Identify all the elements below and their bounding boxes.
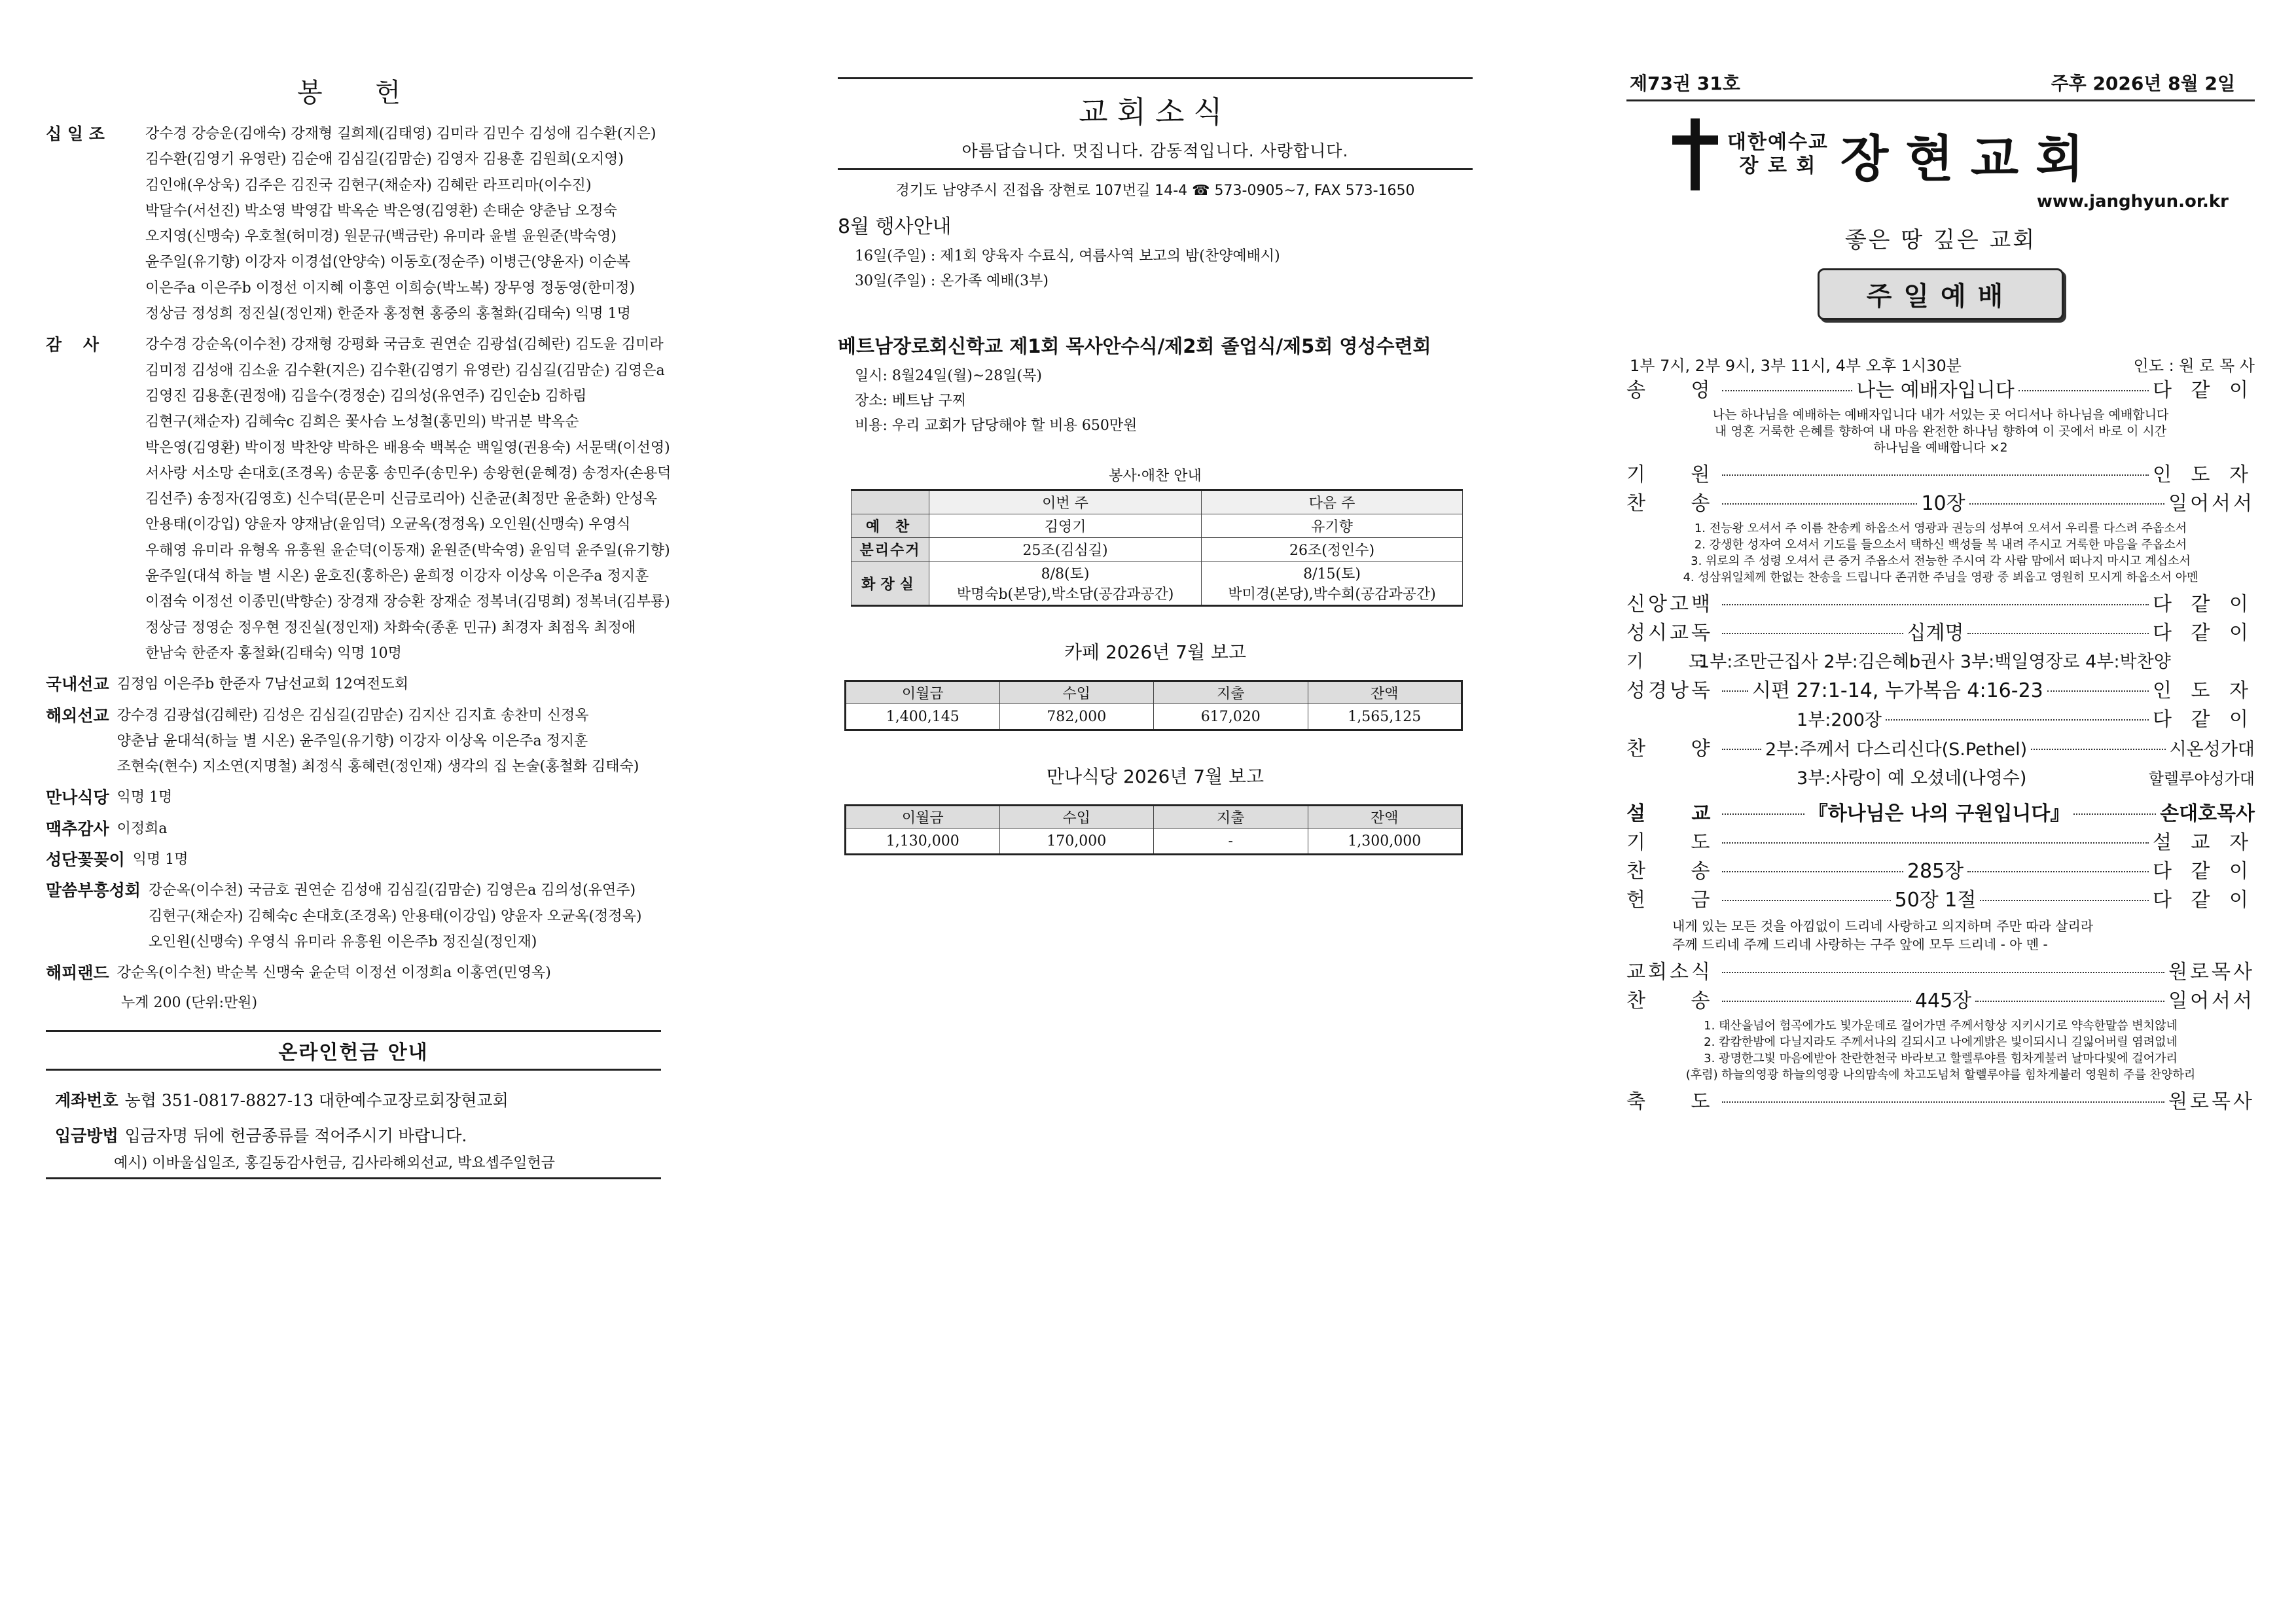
- news-title: 교회소식: [1079, 94, 1232, 130]
- order-content: 『하나님은 나의 구원입니다』: [1808, 802, 2070, 825]
- manna-report-title: 만나식당 2026년 7월 보고: [1046, 766, 1265, 787]
- offering-column: [46, 0, 674, 1179]
- order-item: [1626, 887, 2255, 914]
- leader-dots: [1980, 900, 2149, 901]
- order-item: [1626, 620, 2255, 647]
- leader-dots: [2031, 749, 2165, 750]
- table-cell: [929, 562, 1202, 606]
- order-item: [1626, 736, 2255, 764]
- service-times: [1626, 353, 2255, 376]
- offering-names: [116, 960, 551, 986]
- lyrics: [1626, 520, 2255, 586]
- name-line: 김영진 김용훈(권정애) 김을수(경정순) 김의성(유연주) 김인순b 김하림: [145, 387, 587, 404]
- name-line: 오인원(신맹숙) 우영식 유미라 유흥원 이은주b 정진실(정인재): [148, 933, 537, 950]
- order-content: 나는 예배자입니다: [1856, 379, 2015, 402]
- leader-dots: [2047, 690, 2149, 692]
- table-cell: 1,400,145: [846, 704, 1000, 730]
- name-line: 이점숙 이정선 이종민(박향순) 장경재 장승환 장재순 정복녀(김명희) 정복녀(김부룡): [145, 594, 670, 611]
- table-cell: 25조(김심길): [929, 538, 1202, 562]
- lyric-line: 4. 성삼위일체께 한없는 찬송을 드립니다 존귀한 주님을 영광 중 뵈옵고 영원히 모시게 하옵소서 아멘: [1683, 571, 2198, 584]
- online-offering-box: [46, 1030, 661, 1179]
- service-title: 주일예배: [1818, 268, 2064, 320]
- order-content: 십계명: [1907, 622, 1964, 645]
- order-person: 인 도 자: [2152, 463, 2255, 486]
- order-key: 신앙고백: [1626, 593, 1713, 616]
- table-cell: -: [1154, 829, 1308, 855]
- offering-label: 국내선교: [46, 675, 109, 694]
- event-item: 30일(주일) : 온가족 예배(3부): [855, 273, 1049, 289]
- order-item: [1626, 1088, 2255, 1116]
- lyric-line: 2. 캄캄한밤에 다닐지라도 주께서나의 길되시고 나에게밝은 빛이되시니 길잃어버릴 염려없네: [1704, 1035, 2178, 1049]
- order-person: 다 같 이: [2152, 708, 2255, 731]
- order-key: 축 도: [1626, 1090, 1730, 1113]
- leader-dots: [1967, 871, 2149, 872]
- lyric-line: 1. 태산을넘어 험곡에가도 빛가운데로 걸어가면 주께서항상 지키시기로 약속한말씀 변치않네: [1704, 1019, 2178, 1033]
- offering-group-tithe: [46, 121, 674, 327]
- table-header: 이월금: [846, 681, 1000, 704]
- table-header: 이월금: [846, 806, 1000, 829]
- order-key: 찬 송: [1626, 990, 1730, 1012]
- order-item: [1626, 858, 2255, 885]
- leader-dots: [1967, 633, 2149, 634]
- cafe-report-table: [844, 680, 1463, 731]
- order-item: [1626, 677, 2255, 705]
- name-line: 이은주a 이은주b 이정선 이지혜 이흥연 이희승(박노복) 장무영 정동영(한미정): [145, 279, 636, 296]
- offering-group-flowers: [46, 847, 674, 872]
- church-logo: [1672, 118, 2255, 190]
- order-key: 기 도: [1626, 831, 1730, 854]
- account-line: [55, 1088, 661, 1111]
- leader-dots: [1722, 813, 1804, 815]
- order-key: 찬 송: [1626, 492, 1730, 515]
- order-content: 1부:조만근집사 2부:김은혜b권사 3부:백일영장로 4부:박찬양: [1698, 652, 2171, 672]
- offering-names: [147, 878, 642, 955]
- church-motto: 좋은 땅 깊은 교회: [1844, 227, 2037, 253]
- name-line: 서사랑 서소망 손대호(조경옥) 송문홍 송민주(송민우) 송왕현(윤혜경) 송정자(손용덕: [145, 465, 672, 482]
- lyric-line: (후렴) 하늘의영광 하늘의영광 나의맘속에 차고도넘쳐 할렐루야를 힘차게불러 영원히 주를 찬양하리: [1685, 1068, 2196, 1082]
- order-key: 헌 금: [1626, 889, 1730, 912]
- order-key: 설 교: [1626, 802, 1731, 825]
- order-key: 찬 양: [1626, 738, 1730, 760]
- lyric-line: 내 영혼 거룩한 은혜를 향하여 내 마음 완전한 하나님 향하여 이 곳에서 바로 이 시간: [1714, 424, 2167, 438]
- lyric-line: 2. 강생한 성자여 오셔서 기도를 들으소서 택하신 백성들 복 내려 주시고 거룩한 마음을 주옵소서: [1694, 538, 2187, 552]
- offering-group-manna: [46, 785, 674, 810]
- order-content: 285장: [1907, 860, 1964, 883]
- table-cell: [1202, 562, 1463, 606]
- order-person: 인 도 자: [2152, 679, 2255, 702]
- order-person: 할렐루야성가대: [2148, 770, 2255, 788]
- offering-names: [116, 785, 173, 810]
- offering-label: 만나식당: [46, 788, 109, 808]
- table-header: 다음 주: [1202, 490, 1463, 514]
- leader-dots: [1886, 719, 2149, 721]
- table-row: [852, 562, 1463, 606]
- name-line: 김현구(채순자) 김혜숙c 김희은 꽃사슴 노성철(홍민의) 박귀분 박옥순: [145, 414, 579, 431]
- method-example: 예시) 이바울십일조, 홍길동감사헌금, 김사라해외선교, 박요셉주일헌금: [114, 1154, 555, 1171]
- order-item: [1626, 765, 2255, 793]
- table-row: [852, 538, 1463, 562]
- table-row: [846, 806, 1462, 829]
- table-row: [846, 704, 1462, 730]
- leader-dots: [1722, 633, 1903, 634]
- leader-dots: [1722, 1101, 2164, 1103]
- name-line: 강순옥(이수천) 국금호 권연순 김성애 김심길(김맘순) 김영은a 김의성(유연주): [148, 882, 636, 899]
- table-header: 이번 주: [929, 490, 1202, 514]
- name-line: 익명 1명: [132, 851, 188, 868]
- name-line: 김선주) 송정자(김영호) 신수덕(문은미 신금로리아) 신춘균(최정만 윤춘화) 안성옥: [145, 491, 658, 508]
- news-header: [838, 77, 1473, 170]
- order-item: [1626, 988, 2255, 1015]
- leader-dots: [1722, 474, 2149, 476]
- leader-dots: [1722, 1001, 1911, 1002]
- offering-group-happyland: [46, 960, 674, 986]
- leader-dots: [1722, 390, 1852, 391]
- leader-dots: [1722, 604, 2149, 605]
- order-person: 시온성가대: [2169, 740, 2255, 760]
- news-subtitle: 아름답습니다. 멋집니다. 감동적입니다. 사랑합니다.: [961, 141, 1349, 160]
- offering-group-harvest: [46, 816, 674, 842]
- online-offering-title: 온라인헌금 안내: [46, 1030, 661, 1071]
- offering-names: [116, 816, 168, 842]
- table-header: 수입: [999, 806, 1154, 829]
- offering-label: 십 일 조: [46, 124, 105, 143]
- service-table-caption: 봉사·애찬 안내: [1109, 468, 1202, 484]
- order-person: 다 같 이: [2152, 889, 2255, 912]
- offering-group-thanks: [46, 332, 674, 666]
- vietnam-title: 베트남장로회신학교 제1회 목사안수식/제2회 졸업식/제5회 영성수련회: [838, 335, 1431, 357]
- table-cell: 617,020: [1154, 704, 1308, 730]
- name-line: 우해영 유미라 유형옥 유흥원 윤순덕(이동재) 윤원준(박숙영) 윤임덕 윤주일(유기향): [145, 542, 670, 559]
- order-item: [1626, 490, 2255, 518]
- order-item: [1626, 959, 2255, 986]
- order-person: 원로목사: [2168, 961, 2255, 984]
- order-person: 일어서서: [2168, 492, 2255, 515]
- issue-number: 제73권 31호: [1630, 73, 1740, 94]
- lyric-line: 1. 전능왕 오셔서 주 이름 찬송케 하옵소서 영광과 권능의 성부여 오셔서 우리를 다스려 주옵소서: [1694, 522, 2187, 535]
- church-url: www.janghyun.or.kr: [2036, 192, 2229, 211]
- offering-names: [132, 847, 188, 872]
- order-item: [1626, 377, 2255, 404]
- table-cell: 1,300,000: [1308, 829, 1462, 855]
- event-item: 16일(주일) : 제1회 양육자 수료식, 여름사역 보고의 밤(찬양예배시): [855, 248, 1280, 264]
- order-person: 일어서서: [2168, 990, 2255, 1012]
- offering-label: 말씀부흥성회: [46, 881, 141, 901]
- name-line: 강수경 강순옥(이수천) 강재형 강평화 국금호 권연순 김광섭(김혜란) 김도윤 김미라: [145, 336, 664, 353]
- name-line: 윤주일(유기향) 이강자 이경섭(안양숙) 이동호(정순주) 이병근(양윤자) 이순복: [145, 254, 631, 271]
- issue-date: 주후 2026년 8월 2일: [2051, 73, 2235, 94]
- order-content: 50장 1절: [1894, 889, 1977, 912]
- account-label: 계좌번호: [55, 1090, 118, 1110]
- order-person: 다 같 이: [2153, 860, 2255, 883]
- cell-names: 박명숙b(본당),박소담(공감과공간): [956, 586, 1174, 603]
- order-content: 1부:200장: [1797, 710, 1882, 730]
- name-line: 박달수(서선진) 박소영 박영갑 박옥순 박은영(김영환) 손태순 양춘남 오정숙: [145, 202, 617, 219]
- name-line: 박은영(김영환) 박이정 박찬양 박하은 배용숙 백복순 백일영(권용숙) 서문택(이선영): [145, 439, 670, 456]
- table-cell: 26조(정인수): [1202, 538, 1463, 562]
- order-key: 기 도: [1626, 652, 1725, 672]
- leader-dots: [1969, 503, 2164, 505]
- leader-dots: [1722, 842, 2149, 844]
- offering-names: [144, 121, 656, 327]
- offering-group-domestic-mission: [46, 671, 674, 697]
- order-person: 다 같 이: [2152, 622, 2255, 645]
- name-line: 강순옥(이수천) 박순복 신맹숙 윤순덕 이정선 이정희a 이홍연(민영옥): [117, 965, 551, 982]
- table-cell: 782,000: [999, 704, 1154, 730]
- manna-report-table: [844, 804, 1463, 855]
- name-line: 양춘남 윤대석(하늘 별 시온) 윤주일(유기향) 이강자 이상옥 이은주a 정지훈: [117, 732, 588, 749]
- lyric-line: 주께 드리네 주께 드리네 사랑하는 구주 앞에 모두 드리네 - 아 멘 -: [1672, 936, 2048, 952]
- table-cell: 1,130,000: [846, 829, 1000, 855]
- row-label: 분리수거: [852, 538, 929, 562]
- table-header: 잔액: [1308, 681, 1462, 704]
- table-header: 잔액: [1308, 806, 1462, 829]
- offering-total: 누계 200 (단위:만원): [121, 994, 258, 1011]
- order-person: 원로목사: [2168, 1090, 2255, 1113]
- table-cell: 1,565,125: [1308, 704, 1462, 730]
- offering-label: 해외선교: [46, 705, 109, 725]
- lyrics: [1672, 917, 2255, 954]
- order-item: [1626, 649, 2255, 676]
- order-content: 시편 27:1-14, 누가복음 4:16-23: [1752, 679, 2043, 702]
- order-person: 손대호목사: [2160, 802, 2255, 825]
- order-key: 송 영: [1626, 379, 1730, 402]
- lyrics: [1626, 1018, 2255, 1083]
- name-line: 정상금 정영순 정우현 정진실(정인재) 차화숙(종훈 민규) 최경자 최점옥 최정애: [145, 619, 636, 636]
- name-line: 정상금 정성희 정진실(정인재) 한준자 홍정현 홍중의 홍철화(김태숙) 익명 1명: [145, 306, 631, 323]
- name-line: 이정희a: [117, 820, 168, 837]
- vietnam-item: 비용: 우리 교회가 담당해야 할 비용 650만원: [855, 418, 1138, 434]
- lyrics: [1626, 407, 2255, 456]
- name-line: 김정임 이은주b 한준자 7남선교회 12여전도회: [117, 676, 408, 693]
- table-cell: 유기향: [1202, 514, 1463, 538]
- offering-names: [144, 332, 671, 666]
- name-line: 김현구(채순자) 김혜숙c 손대호(조경옥) 안용태(이강입) 양윤자 오균옥(정정옥): [148, 908, 642, 925]
- order-key: 교회소식: [1626, 961, 1713, 984]
- name-line: 한남숙 한준자 홍철화(김태숙) 익명 10명: [145, 645, 402, 662]
- table-cell: 170,000: [999, 829, 1154, 855]
- lyric-line: 나는 하나님을 예배하는 예배자입니다 내가 서있는 곳 어디서나 하나님을 예배합니다: [1712, 408, 2169, 422]
- times-text: 1부 7시, 2부 9시, 3부 11시, 4부 오후 1시30분: [1630, 357, 1962, 375]
- cafe-report-title: 카페 2026년 7월 보고: [1064, 641, 1247, 663]
- name-line: 강수경 김광섭(김혜란) 김성은 김심길(김맘순) 김지산 김지효 송찬미 신정옥: [117, 707, 589, 724]
- offering-group-overseas-mission: [46, 703, 674, 780]
- offering-title: 봉 헌: [297, 78, 423, 108]
- order-person: 다 같 이: [2152, 593, 2255, 616]
- leader-dots: [1722, 503, 1917, 505]
- name-line: 조현숙(현수) 지소연(지명철) 최정식 홍혜련(정인재) 생각의 집 논술(홍철화 김태숙): [117, 758, 639, 776]
- church-name: 장현교회: [1840, 129, 2101, 188]
- news-column: [838, 0, 1473, 855]
- leader-dots: [1722, 972, 2164, 973]
- leader-dots: [2018, 390, 2149, 391]
- table-row: [846, 829, 1462, 855]
- leader-dots: [1722, 690, 1748, 692]
- method-line: [55, 1123, 661, 1147]
- name-line: 김인애(우상욱) 김주은 김진국 김현구(채순자) 김혜란 라프리마(이수진): [145, 177, 592, 194]
- order-content: 3부:사랑이 예 오셨네(나영수): [1797, 768, 2027, 789]
- order-item: [1626, 706, 2255, 734]
- table-row: [852, 490, 1463, 514]
- account-value: 농협 351-0817-8827-13 대한예수교장로회장현교회: [124, 1090, 509, 1110]
- leader-dots: [1722, 900, 1891, 901]
- leader-dots: [1975, 1001, 2164, 1002]
- table-row: [846, 681, 1462, 704]
- order-content: 445장: [1914, 990, 1972, 1012]
- table-header: 지출: [1154, 681, 1308, 704]
- vietnam-item: 일시: 8월24일(월)~28일(목): [855, 368, 1042, 384]
- order-key: 찬 송: [1626, 860, 1730, 883]
- lyric-line: 내게 있는 모든 것을 아낌없이 드리네 사랑하고 의지하며 주만 따라 살리라: [1672, 918, 2094, 934]
- name-line: 강수경 강승운(김애숙) 강재형 길희제(김태영) 김미라 김민수 김성애 김수환(지은): [145, 126, 656, 142]
- name-line: 오지영(신맹숙) 우호철(허미경) 원문규(백금란) 유미라 윤별 윤원준(박숙영): [145, 228, 617, 245]
- church-address: 경기도 남양주시 진접읍 장현로 107번길 14-4 ☎ 573-0905~7, FAX 573-1650: [895, 183, 1415, 199]
- table-header: 수입: [999, 681, 1154, 704]
- name-line: 안용태(이강입) 양윤자 양재남(윤임덕) 오균옥(정정옥) 오인원(신맹숙) 우영식: [145, 516, 631, 533]
- order-content: 10장: [1921, 492, 1965, 515]
- offering-names: [116, 671, 408, 697]
- table-header: 지출: [1154, 806, 1308, 829]
- row-label: 예 찬: [852, 514, 929, 538]
- row-label: 화장실: [852, 562, 929, 606]
- events-title: 8월 행사안내: [838, 215, 952, 238]
- leader-dots: [2073, 813, 2156, 815]
- offering-label: 감 사: [46, 335, 107, 355]
- online-offering-body: [46, 1071, 661, 1179]
- offering-label: 성단꽃꽂이: [46, 850, 125, 870]
- leader-text: 인도 : 원 로 목 사: [2133, 357, 2255, 375]
- name-line: 김미정 김성애 김소윤 김수환(지은) 김수환(김영기 유영란) 김심길(김맘순) 김영은a: [145, 362, 665, 379]
- offering-label: 맥추감사: [46, 819, 109, 838]
- order-content: 2부:주께서 다스리신다(S.Pethel): [1765, 740, 2028, 760]
- service-table: [851, 489, 1463, 607]
- denomination: [1727, 131, 1829, 178]
- lyric-line: 하나님을 예배합니다 ×2: [1873, 440, 2008, 455]
- table-row: [852, 514, 1463, 538]
- offering-label: 해피랜드: [46, 963, 109, 983]
- denomination-line: 장 로 회: [1739, 154, 1817, 177]
- offering-names: [116, 703, 639, 780]
- offering-group-revival: [46, 878, 674, 955]
- lyric-line: 3. 위로의 주 성령 오셔서 큰 증거 주옵소서 전능한 주시여 각 사람 맘에서 떠나지 마시고 계십소서: [1691, 554, 2191, 568]
- leader-dots: [1722, 749, 1761, 750]
- cell-date: 8/15(토): [1303, 566, 1361, 582]
- cell-date: 8/8(토): [1041, 566, 1090, 582]
- vietnam-item: 장소: 베트남 구찌: [855, 393, 967, 409]
- name-line: 김수환(김영기 유영란) 김순애 김심길(김맘순) 김영자 김용훈 김원희(오지영): [145, 151, 624, 168]
- table-cell: 김영기: [929, 514, 1202, 538]
- lyric-line: 3. 광명한그빛 마음에받아 찬란한천국 바라보고 할렐루야를 힘차게불러 날마다빛에 걸어가리: [1704, 1052, 2178, 1065]
- order-person: 다 같 이: [2152, 379, 2255, 402]
- denomination-line: 대한예수교: [1727, 131, 1829, 154]
- bulletin-column: [1626, 0, 2255, 1116]
- order-item: [1626, 800, 2255, 828]
- method-value: 입금자명 뒤에 헌금종류를 적어주시기 바랍니다.: [124, 1126, 467, 1145]
- order-item: [1626, 461, 2255, 489]
- cross-icon: [1672, 118, 1718, 190]
- leader-dots: [1722, 871, 1903, 872]
- order-item: [1626, 829, 2255, 857]
- method-label: 입금방법: [55, 1126, 118, 1145]
- cell-names: 박미경(본당),박수희(공감과공간): [1228, 586, 1436, 603]
- order-key: 기 원: [1626, 463, 1730, 486]
- order-item: [1626, 591, 2255, 618]
- issue-header: [1626, 69, 2255, 101]
- table-corner: [852, 490, 929, 514]
- order-key: 성경낭독: [1626, 679, 1713, 702]
- order-key: 성시교독: [1626, 622, 1713, 645]
- name-line: 익명 1명: [117, 789, 173, 806]
- name-line: 윤주일(대석 하늘 별 시온) 윤호진(홍하은) 윤희정 이강자 이상옥 이은주a 정지훈: [145, 568, 649, 585]
- order-person: 설 교 자: [2152, 831, 2255, 854]
